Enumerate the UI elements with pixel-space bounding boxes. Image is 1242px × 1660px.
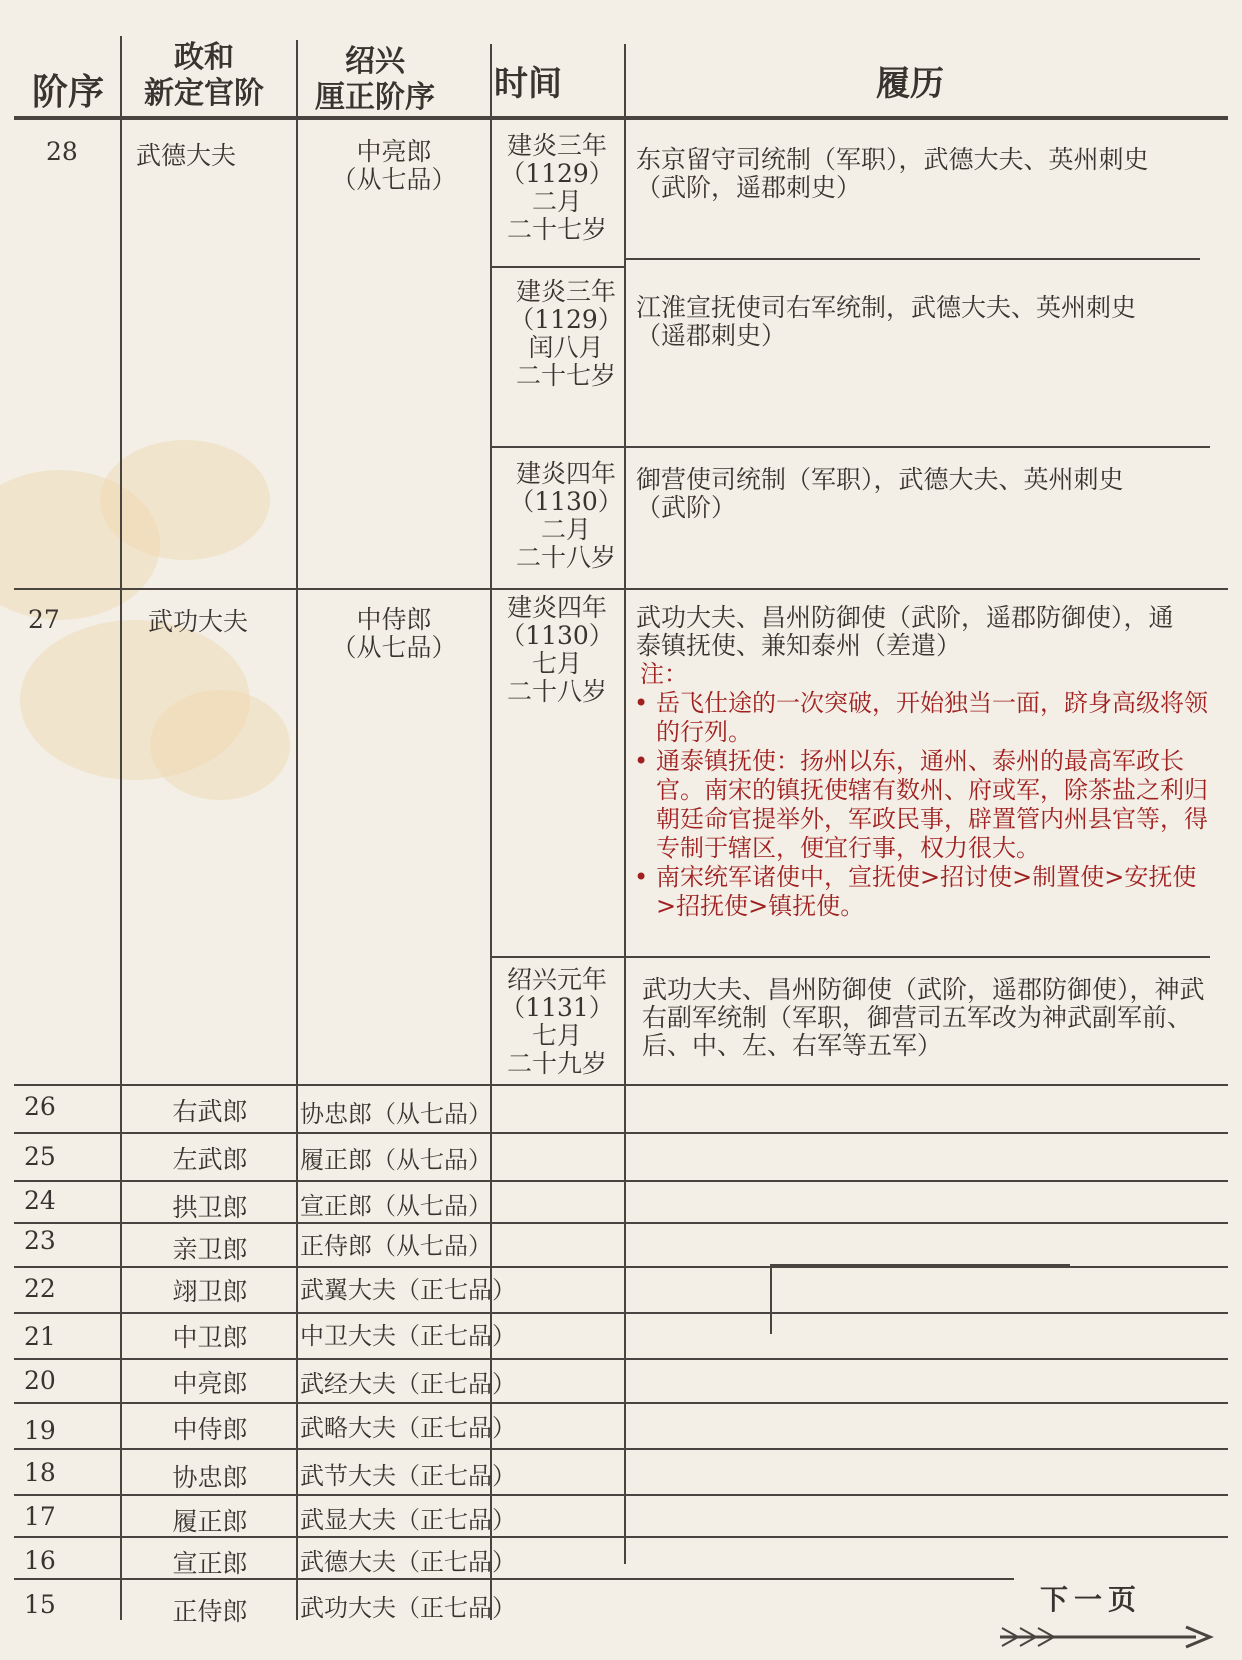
inner-bracket-line (770, 1264, 772, 1334)
time-line: 二十八岁 (506, 677, 607, 706)
row-title: 右武郎 (172, 1097, 248, 1126)
row-num: 24 (24, 1186, 56, 1215)
row-title: 左武郎 (172, 1145, 248, 1174)
time-line: 二十九岁 (506, 1049, 607, 1078)
rank-divider (14, 588, 1228, 590)
header-col-zhenghe-line2: 新定官阶 (144, 76, 264, 111)
entry-divider (490, 956, 1210, 958)
time-line: 二月 (531, 187, 582, 216)
rank-28-entry-2-time (508, 278, 624, 390)
rank-divider (14, 1084, 1228, 1086)
row-rank: 武翼大夫（正七品） (300, 1276, 516, 1304)
header-col-time: 时间 (494, 64, 562, 104)
rank-28-entry-3-record: 御营使司统制（军职），武德大夫、英州刺史（武阶） (636, 465, 1124, 522)
rank-27-rank-grade: （从七品） (331, 633, 457, 662)
header-col-rank-order: 阶序 (31, 72, 104, 113)
row-rank: 正侍郎（从七品） (300, 1232, 492, 1260)
rank-27-entry-2-record: 武功大夫、昌州防御使（武阶，遥郡防御使），神武右副军统制（军职，御营司五军改为神武副军前、后、中、左、右军等五军） (642, 975, 1205, 1060)
entry-divider (490, 266, 624, 268)
row-divider (14, 1494, 1228, 1496)
rank-28-rank (298, 138, 490, 194)
row-num: 15 (24, 1590, 56, 1619)
row-num: 23 (24, 1226, 56, 1255)
row-title: 中亮郎 (172, 1369, 248, 1398)
row-divider (14, 1448, 1228, 1450)
header-col-shaoxing-line2: 厘正阶序 (315, 80, 435, 115)
rank-27-entry-1-time (492, 594, 622, 706)
time-line: 建炎三年 (515, 277, 616, 306)
next-page-button[interactable] (1040, 1578, 1142, 1618)
rank-28-num: 28 (46, 137, 78, 166)
rank-27-title: 武功大夫 (148, 607, 249, 636)
row-title: 亲卫郎 (172, 1235, 248, 1264)
header-rule (14, 116, 1228, 120)
row-divider (14, 1180, 1228, 1182)
rank-27-rank-name: 中侍郎 (356, 605, 432, 634)
rank-28-rank-grade: （从七品） (331, 165, 457, 194)
row-num: 25 (24, 1142, 56, 1171)
header-col-zhenghe (124, 40, 284, 112)
next-page-label: 下一页 (1040, 1583, 1143, 1616)
time-line: （1130） (509, 487, 623, 516)
time-line: 二月 (540, 515, 591, 544)
row-num: 26 (24, 1092, 56, 1121)
time-line: 二十七岁 (515, 361, 616, 390)
header-col-shaoxing-line1: 绍兴 (345, 44, 405, 79)
row-num: 21 (24, 1322, 56, 1351)
rank-28-entry-1-record: 东京留守司统制（军职），武德大夫、英州刺史（武阶，遥郡刺史） (636, 145, 1149, 202)
row-title: 翊卫郎 (172, 1277, 248, 1306)
row-rank: 武功大夫（正七品） (300, 1594, 516, 1622)
header-col-zhenghe-line1: 政和 (174, 40, 234, 75)
time-line: （1129） (500, 159, 614, 188)
time-line: 绍兴元年 (506, 965, 607, 994)
row-num: 22 (24, 1274, 56, 1303)
rank-27-entry-2-time (492, 966, 622, 1078)
note-item: • 岳飞仕途的一次突破，开始独当一面，跻身高级将领的行列。 (632, 689, 1212, 747)
time-line: （1130） (500, 621, 614, 650)
row-rank: 武经大夫（正七品） (300, 1370, 516, 1398)
time-line: 七月 (531, 649, 582, 678)
time-line: 闰八月 (528, 333, 604, 362)
rank-28-entry-3-time (508, 460, 624, 572)
rank-27-rank (298, 606, 490, 662)
row-title: 履正郎 (172, 1507, 248, 1536)
time-line: （1131） (500, 993, 614, 1022)
row-num: 20 (24, 1366, 56, 1395)
row-divider (14, 1132, 1228, 1134)
row-rank: 武略大夫（正七品） (300, 1414, 516, 1442)
row-num: 19 (24, 1416, 56, 1445)
time-line: （1129） (509, 305, 623, 334)
row-title: 宣正郎 (172, 1549, 248, 1578)
row-title: 正侍郎 (172, 1597, 248, 1626)
row-rank: 武节大夫（正七品） (300, 1462, 516, 1490)
time-line: 建炎四年 (515, 459, 616, 488)
row-rank: 武显大夫（正七品） (300, 1506, 516, 1534)
row-rank: 宣正郎（从七品） (300, 1192, 492, 1220)
rank-27-entry-1-record: 武功大夫、昌州防御使（武阶，遥郡防御使），通泰镇抚使、兼知泰州（差遣） (636, 603, 1174, 660)
row-title: 协忠郎 (172, 1463, 248, 1492)
rank-27-entry-1-notes (632, 660, 1212, 921)
time-line: 建炎四年 (506, 593, 607, 622)
rank-28-entry-1-time (492, 132, 622, 244)
row-title: 中侍郎 (172, 1415, 248, 1444)
row-rank: 协忠郎（从七品） (300, 1100, 492, 1128)
time-line: 建炎三年 (506, 131, 607, 160)
row-num: 17 (24, 1502, 56, 1531)
row-divider (14, 1266, 1228, 1268)
note-item: • 南宋统军诸使中，宣抚使>招讨使>制置使>安抚使>招抚使>镇抚使。 (632, 863, 1212, 921)
row-divider (14, 1358, 1228, 1360)
time-line: 二十七岁 (506, 215, 607, 244)
header-col-shaoxing (292, 44, 458, 116)
rank-27-num: 27 (28, 605, 60, 634)
rank-28-rank-name: 中亮郎 (356, 137, 432, 166)
time-line: 七月 (531, 1021, 582, 1050)
header-col-record: 履历 (876, 64, 944, 104)
note-list (632, 689, 1212, 921)
row-title: 中卫郎 (172, 1323, 248, 1352)
note-item: • 通泰镇抚使：扬州以东，通州、泰州的最高军政长官。南宋的镇抚使辖有数州、府或军，除茶盐之利归朝廷命官提举外，军政民事，辟置管内州县官等，得专制于辖区，便宜行事，权力很大。 (632, 747, 1212, 863)
time-line: 二十八岁 (515, 543, 616, 572)
rank-28-title: 武德大夫 (136, 141, 237, 170)
row-rank: 中卫大夫（正七品） (300, 1322, 516, 1350)
rank-28-entry-2-record: 江淮宣抚使司右军统制，武德大夫、英州刺史（遥郡刺史） (636, 293, 1137, 350)
entry-divider (490, 446, 1210, 448)
row-rank: 履正郎（从七品） (300, 1146, 492, 1174)
row-title: 拱卫郎 (172, 1193, 248, 1222)
note-label: 注： (640, 660, 688, 688)
col-divider-4 (624, 44, 626, 1564)
row-divider (14, 1312, 1228, 1314)
arrow-right-icon[interactable] (996, 1622, 1226, 1652)
row-divider (14, 1402, 1228, 1404)
row-rank: 武德大夫（正七品） (300, 1548, 516, 1576)
row-num: 18 (24, 1458, 56, 1487)
inner-bracket-line (770, 1264, 1070, 1266)
entry-divider (624, 258, 1200, 260)
row-num: 16 (24, 1546, 56, 1575)
